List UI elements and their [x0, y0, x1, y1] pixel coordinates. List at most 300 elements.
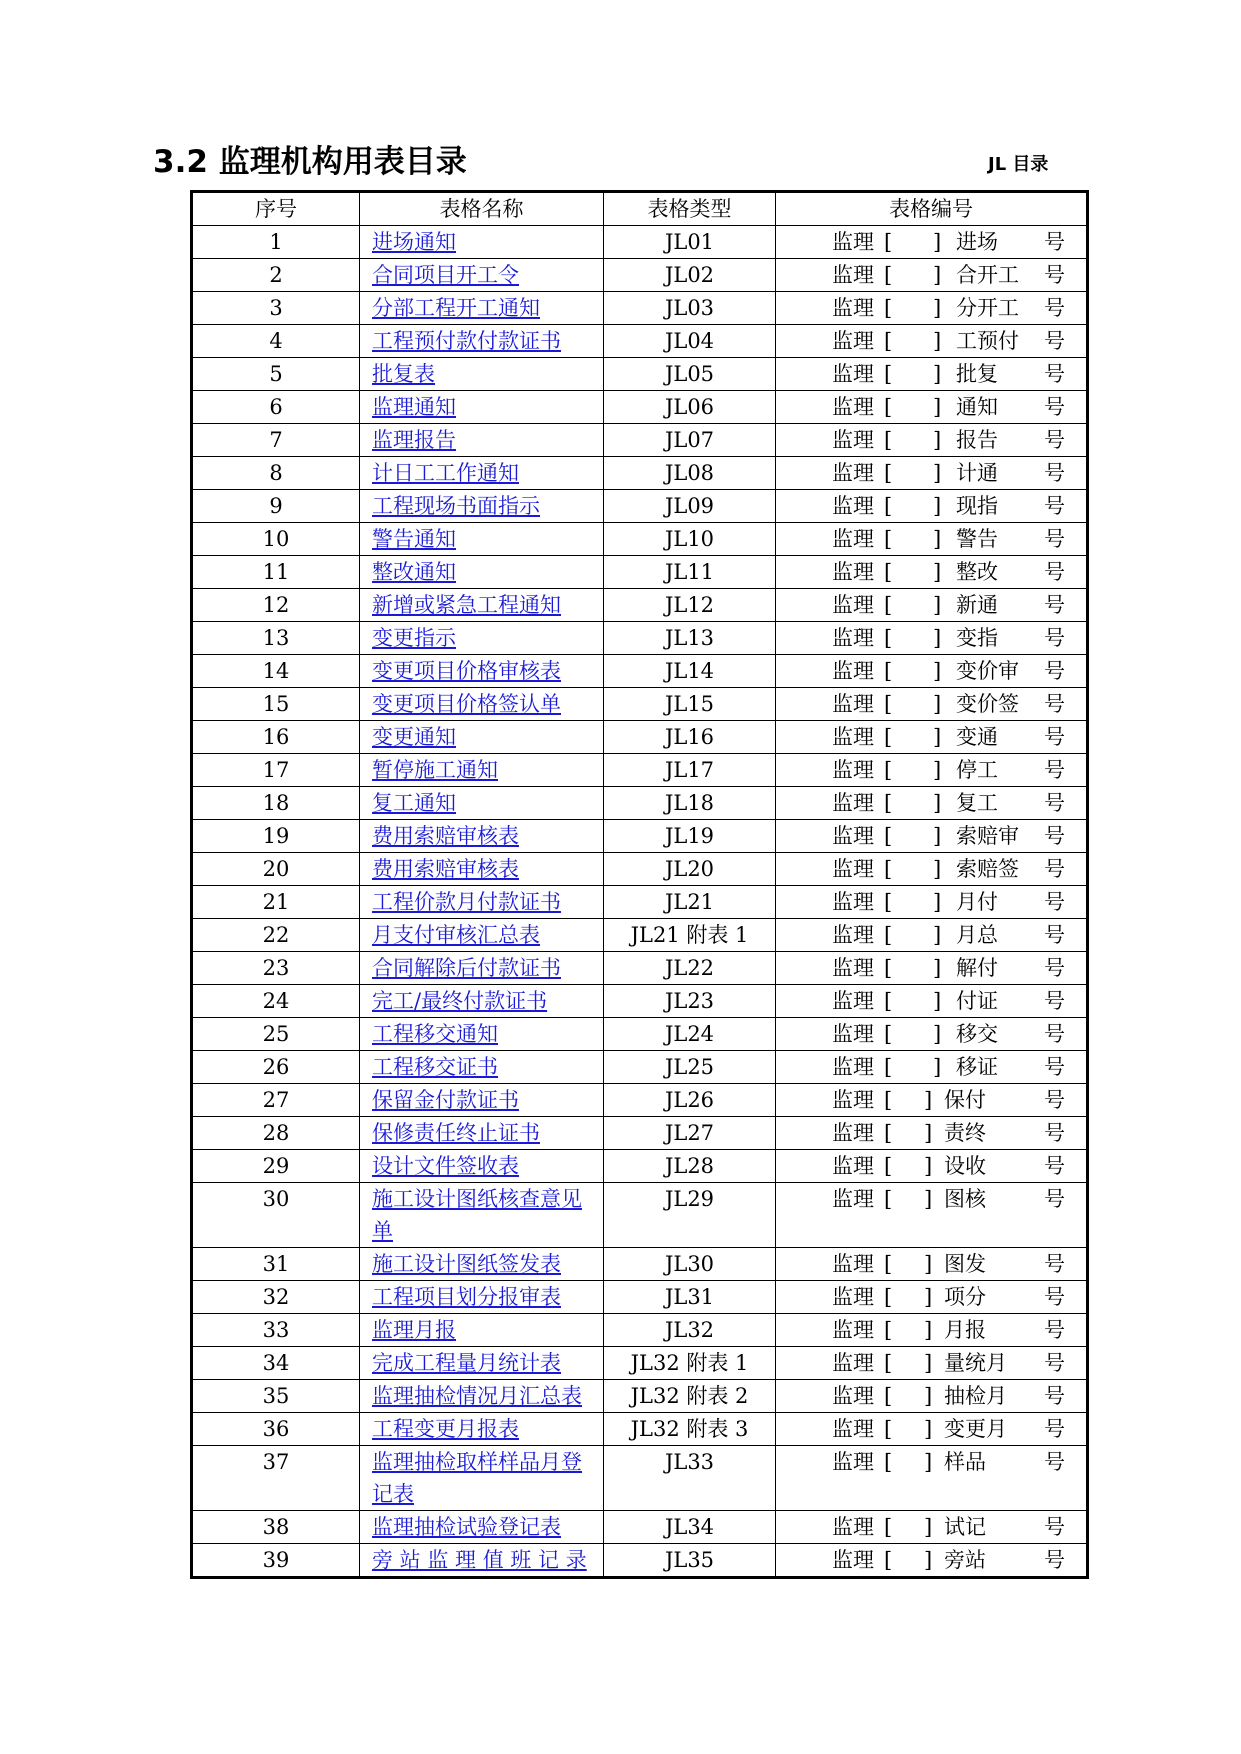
row-form-number	[776, 1281, 1088, 1314]
row-form-type: JL06	[604, 391, 776, 424]
table-row	[192, 1544, 1088, 1578]
table-row	[192, 1117, 1088, 1150]
form-name-link[interactable]: 批复表	[372, 362, 435, 386]
bracket-open: [	[884, 1548, 893, 1572]
row-seq: 6	[192, 391, 360, 424]
bracket-open: [	[884, 824, 893, 848]
number-abbreviation: 索赔签	[956, 857, 1019, 881]
table-row	[192, 358, 1088, 391]
row-seq: 32	[192, 1281, 360, 1314]
table-row	[192, 490, 1088, 523]
column-header-number: 表格编号	[776, 192, 1088, 226]
form-name-link[interactable]: 施工设计图纸核查意见单	[372, 1187, 582, 1243]
bracket-close: ]	[933, 1055, 942, 1079]
bracket-open: [	[884, 923, 893, 947]
table-row	[192, 886, 1088, 919]
number-prefix: 监理	[832, 923, 874, 947]
table-row	[192, 1511, 1088, 1544]
form-name-link[interactable]: 工程预付款付款证书	[372, 329, 561, 353]
row-form-type: JL32 附表 1	[604, 1347, 776, 1380]
row-form-type: JL11	[604, 556, 776, 589]
number-suffix: 号	[1044, 659, 1065, 683]
row-form-name-cell	[360, 1347, 604, 1380]
number-prefix: 监理	[832, 560, 874, 584]
bracket-close: ]	[933, 758, 942, 782]
row-seq: 23	[192, 952, 360, 985]
row-form-type: JL09	[604, 490, 776, 523]
row-form-name-cell	[360, 391, 604, 424]
number-abbreviation: 工预付	[956, 329, 1019, 353]
row-form-name-cell	[360, 457, 604, 490]
row-form-number	[776, 391, 1088, 424]
number-prefix: 监理	[832, 1252, 874, 1276]
number-prefix: 监理	[832, 1548, 874, 1572]
row-seq: 37	[192, 1446, 360, 1511]
row-seq: 19	[192, 820, 360, 853]
number-abbreviation: 停工	[956, 758, 998, 782]
form-name-link[interactable]: 设计文件签收表	[372, 1154, 519, 1178]
bracket-open: [	[884, 692, 893, 716]
row-form-name-cell	[360, 1248, 604, 1281]
bracket-open: [	[884, 527, 893, 551]
number-prefix: 监理	[832, 329, 874, 353]
number-abbreviation: 复工	[956, 791, 998, 815]
number-prefix: 监理	[832, 626, 874, 650]
number-suffix: 号	[1044, 692, 1065, 716]
number-abbreviation: 解付	[956, 956, 998, 980]
row-seq: 2	[192, 259, 360, 292]
row-form-name-cell	[360, 1314, 604, 1347]
bracket-open: [	[884, 725, 893, 749]
number-abbreviation: 变价审	[956, 659, 1019, 683]
row-form-number	[776, 820, 1088, 853]
table-row	[192, 919, 1088, 952]
row-form-name-cell	[360, 820, 604, 853]
row-form-number	[776, 1446, 1088, 1511]
form-name-link[interactable]: 监理通知	[372, 395, 456, 419]
row-seq: 8	[192, 457, 360, 490]
bracket-close: ]	[933, 857, 942, 881]
catalog-code: JL 目录	[988, 154, 1049, 175]
table-row	[192, 820, 1088, 853]
form-name-link[interactable]: 工程移交证书	[372, 1055, 498, 1079]
bracket-open: [	[884, 791, 893, 815]
row-form-number	[776, 853, 1088, 886]
row-form-type: JL24	[604, 1018, 776, 1051]
row-form-number	[776, 787, 1088, 820]
bracket-close: ]	[933, 296, 942, 320]
bracket-close: ]	[933, 626, 942, 650]
number-abbreviation: 报告	[956, 428, 998, 452]
table-row	[192, 1380, 1088, 1413]
row-form-number	[776, 226, 1088, 259]
form-name-link[interactable]: 保修责任终止证书	[372, 1121, 540, 1145]
table-row	[192, 1314, 1088, 1347]
form-name-link[interactable]: 复工通知	[372, 791, 456, 815]
form-name-link[interactable]: 计日工工作通知	[372, 461, 519, 485]
number-prefix: 监理	[832, 956, 874, 980]
form-name-link[interactable]: 暂停施工通知	[372, 758, 498, 782]
form-name-link[interactable]: 完工/最终付款证书	[372, 989, 548, 1013]
table-row	[192, 754, 1088, 787]
bracket-open: [	[884, 1055, 893, 1079]
bracket-open: [	[884, 758, 893, 782]
form-name-link[interactable]: 变更指示	[372, 626, 456, 650]
table-row	[192, 1018, 1088, 1051]
bracket-open: [	[884, 1417, 893, 1441]
bracket-open: [	[884, 1351, 893, 1375]
bracket-open: [	[884, 1154, 893, 1178]
number-suffix: 号	[1044, 230, 1065, 254]
bracket-close: ]	[933, 692, 942, 716]
row-form-name-cell	[360, 985, 604, 1018]
form-name-link[interactable]: 监理抽检情况月汇总表	[372, 1384, 582, 1408]
row-form-type: JL20	[604, 853, 776, 886]
bracket-close: ]	[924, 1515, 933, 1539]
form-name-link[interactable]: 保留金付款证书	[372, 1088, 519, 1112]
row-form-number	[776, 556, 1088, 589]
column-header-type: 表格类型	[604, 192, 776, 226]
number-prefix: 监理	[832, 428, 874, 452]
table-row	[192, 1413, 1088, 1446]
number-prefix: 监理	[832, 1154, 874, 1178]
row-form-type: JL26	[604, 1084, 776, 1117]
row-seq: 16	[192, 721, 360, 754]
bracket-open: [	[884, 1318, 893, 1342]
number-abbreviation: 抽检月	[944, 1384, 1007, 1408]
number-abbreviation: 新通	[956, 593, 998, 617]
bracket-close: ]	[924, 1285, 933, 1309]
number-abbreviation: 保付	[944, 1088, 986, 1112]
row-form-type: JL34	[604, 1511, 776, 1544]
table-row	[192, 226, 1088, 259]
number-abbreviation: 移交	[956, 1022, 998, 1046]
number-abbreviation: 变指	[956, 626, 998, 650]
table-row	[192, 721, 1088, 754]
number-suffix: 号	[1044, 1351, 1065, 1375]
bracket-open: [	[884, 1515, 893, 1539]
row-form-type: JL08	[604, 457, 776, 490]
number-suffix: 号	[1044, 956, 1065, 980]
row-form-type: JL33	[604, 1446, 776, 1511]
row-form-name-cell	[360, 589, 604, 622]
number-abbreviation: 月付	[956, 890, 998, 914]
table-row	[192, 259, 1088, 292]
bracket-close: ]	[924, 1187, 933, 1211]
row-form-name-cell	[360, 1281, 604, 1314]
table-row	[192, 1084, 1088, 1117]
row-form-type: JL14	[604, 655, 776, 688]
row-form-name-cell	[360, 688, 604, 721]
row-form-type: JL04	[604, 325, 776, 358]
row-form-type: JL35	[604, 1544, 776, 1578]
number-prefix: 监理	[832, 824, 874, 848]
row-form-number	[776, 1150, 1088, 1183]
form-name-link[interactable]: 工程价款月付款证书	[372, 890, 561, 914]
number-prefix: 监理	[832, 1351, 874, 1375]
row-form-number	[776, 919, 1088, 952]
row-form-type: JL07	[604, 424, 776, 457]
form-name-link[interactable]: 进场通知	[372, 230, 456, 254]
bracket-close: ]	[933, 362, 942, 386]
form-name-link[interactable]: 合同解除后付款证书	[372, 956, 561, 980]
table-row	[192, 985, 1088, 1018]
bracket-open: [	[884, 626, 893, 650]
bracket-open: [	[884, 1285, 893, 1309]
row-form-type: JL27	[604, 1117, 776, 1150]
number-abbreviation: 通知	[956, 395, 998, 419]
form-name-link[interactable]: 整改通知	[372, 560, 456, 584]
bracket-close: ]	[924, 1088, 933, 1112]
bracket-open: [	[884, 1450, 893, 1474]
form-name-link[interactable]: 工程变更月报表	[372, 1417, 519, 1441]
table-row	[192, 1183, 1088, 1248]
form-name-link[interactable]: 工程项目划分报审表	[372, 1285, 561, 1309]
table-row	[192, 325, 1088, 358]
row-form-type: JL29	[604, 1183, 776, 1248]
form-name-link[interactable]: 施工设计图纸签发表	[372, 1252, 561, 1276]
form-name-link[interactable]: 合同项目开工令	[372, 263, 519, 287]
row-form-name-cell	[360, 952, 604, 985]
row-form-number	[776, 523, 1088, 556]
number-abbreviation: 变更月	[944, 1417, 1007, 1441]
table-row	[192, 1446, 1088, 1511]
row-form-type: JL32 附表 2	[604, 1380, 776, 1413]
number-abbreviation: 索赔审	[956, 824, 1019, 848]
number-suffix: 号	[1044, 494, 1065, 518]
row-form-number	[776, 886, 1088, 919]
form-name-link[interactable]: 变更项目价格签认单	[372, 692, 561, 716]
bracket-open: [	[884, 1384, 893, 1408]
row-form-name-cell	[360, 787, 604, 820]
bracket-open: [	[884, 1088, 893, 1112]
number-abbreviation: 分开工	[956, 296, 1019, 320]
bracket-close: ]	[933, 956, 942, 980]
number-suffix: 号	[1044, 758, 1065, 782]
number-prefix: 监理	[832, 791, 874, 815]
form-name-link[interactable]: 旁 站 监 理 值 班 记 录	[372, 1548, 587, 1572]
row-form-number	[776, 1183, 1088, 1248]
row-form-number	[776, 754, 1088, 787]
row-form-type: JL19	[604, 820, 776, 853]
row-seq: 4	[192, 325, 360, 358]
row-seq: 14	[192, 655, 360, 688]
form-name-link[interactable]: 新增或紧急工程通知	[372, 593, 561, 617]
number-suffix: 号	[1044, 1384, 1065, 1408]
row-form-type: JL15	[604, 688, 776, 721]
row-seq: 22	[192, 919, 360, 952]
row-form-name-cell	[360, 1446, 604, 1511]
form-name-link[interactable]: 变更项目价格审核表	[372, 659, 561, 683]
form-name-link[interactable]: 分部工程开工通知	[372, 296, 540, 320]
number-prefix: 监理	[832, 659, 874, 683]
row-form-number	[776, 1380, 1088, 1413]
row-seq: 20	[192, 853, 360, 886]
row-form-name-cell	[360, 721, 604, 754]
table-row	[192, 589, 1088, 622]
row-form-name-cell	[360, 1511, 604, 1544]
number-suffix: 号	[1044, 1121, 1065, 1145]
row-form-type: JL32 附表 3	[604, 1413, 776, 1446]
form-name-link[interactable]: 变更通知	[372, 725, 456, 749]
form-name-link[interactable]: 监理抽检取样样品月登记表	[372, 1450, 582, 1506]
table-row	[192, 853, 1088, 886]
number-suffix: 号	[1044, 725, 1065, 749]
number-abbreviation: 批复	[956, 362, 998, 386]
row-form-name-cell	[360, 754, 604, 787]
number-prefix: 监理	[832, 1417, 874, 1441]
bracket-open: [	[884, 659, 893, 683]
row-form-type: JL03	[604, 292, 776, 325]
row-form-name-cell	[360, 1117, 604, 1150]
column-header-name: 表格名称	[360, 192, 604, 226]
number-abbreviation: 月总	[956, 923, 998, 947]
number-prefix: 监理	[832, 461, 874, 485]
bracket-close: ]	[924, 1548, 933, 1572]
row-form-number	[776, 1413, 1088, 1446]
number-suffix: 号	[1044, 461, 1065, 485]
number-suffix: 号	[1044, 527, 1065, 551]
number-prefix: 监理	[832, 692, 874, 716]
number-suffix: 号	[1044, 296, 1065, 320]
form-name-link[interactable]: 费用索赔审核表	[372, 857, 519, 881]
bracket-open: [	[884, 395, 893, 419]
number-suffix: 号	[1044, 1417, 1065, 1441]
table-row	[192, 292, 1088, 325]
row-form-name-cell	[360, 358, 604, 391]
number-abbreviation: 付证	[956, 989, 998, 1013]
row-seq: 5	[192, 358, 360, 391]
table-row	[192, 1051, 1088, 1084]
column-header-seq: 序号	[192, 192, 360, 226]
number-suffix: 号	[1044, 857, 1065, 881]
number-suffix: 号	[1044, 1088, 1065, 1112]
number-suffix: 号	[1044, 1055, 1065, 1079]
number-prefix: 监理	[832, 1121, 874, 1145]
row-seq: 7	[192, 424, 360, 457]
row-form-type: JL31	[604, 1281, 776, 1314]
number-prefix: 监理	[832, 263, 874, 287]
row-form-type: JL18	[604, 787, 776, 820]
row-form-name-cell	[360, 523, 604, 556]
row-form-name-cell	[360, 886, 604, 919]
number-suffix: 号	[1044, 989, 1065, 1013]
number-suffix: 号	[1044, 1318, 1065, 1342]
form-name-link[interactable]: 监理报告	[372, 428, 456, 452]
row-seq: 11	[192, 556, 360, 589]
form-name-link[interactable]: 工程现场书面指示	[372, 494, 540, 518]
row-form-number	[776, 952, 1088, 985]
row-form-type: JL10	[604, 523, 776, 556]
number-abbreviation: 试记	[944, 1515, 986, 1539]
number-suffix: 号	[1044, 1450, 1065, 1474]
number-suffix: 号	[1044, 560, 1065, 584]
row-form-type: JL30	[604, 1248, 776, 1281]
row-form-number	[776, 721, 1088, 754]
bracket-close: ]	[924, 1318, 933, 1342]
bracket-close: ]	[924, 1384, 933, 1408]
bracket-open: [	[884, 296, 893, 320]
form-name-link[interactable]: 费用索赔审核表	[372, 824, 519, 848]
row-form-name-cell	[360, 1084, 604, 1117]
number-suffix: 号	[1044, 1548, 1065, 1572]
form-name-link[interactable]: 完成工程量月统计表	[372, 1351, 561, 1375]
bracket-open: [	[884, 1022, 893, 1046]
number-prefix: 监理	[832, 593, 874, 617]
number-abbreviation: 进场	[956, 230, 998, 254]
number-suffix: 号	[1044, 626, 1065, 650]
row-form-name-cell	[360, 1150, 604, 1183]
number-prefix: 监理	[832, 857, 874, 881]
number-suffix: 号	[1044, 1187, 1065, 1211]
number-prefix: 监理	[832, 494, 874, 518]
row-seq: 25	[192, 1018, 360, 1051]
table-row	[192, 787, 1088, 820]
number-prefix: 监理	[832, 725, 874, 749]
row-form-type: JL25	[604, 1051, 776, 1084]
bracket-open: [	[884, 1187, 893, 1211]
number-suffix: 号	[1044, 1022, 1065, 1046]
number-prefix: 监理	[832, 1055, 874, 1079]
number-suffix: 号	[1044, 923, 1065, 947]
row-form-name-cell	[360, 919, 604, 952]
row-seq: 34	[192, 1347, 360, 1380]
bracket-close: ]	[924, 1252, 933, 1276]
bracket-open: [	[884, 593, 893, 617]
form-catalog-table	[190, 190, 1089, 1579]
form-name-link[interactable]: 监理月报	[372, 1318, 456, 1342]
row-form-number	[776, 1248, 1088, 1281]
bracket-close: ]	[924, 1154, 933, 1178]
number-prefix: 监理	[832, 296, 874, 320]
row-form-name-cell	[360, 1051, 604, 1084]
bracket-close: ]	[933, 395, 942, 419]
bracket-close: ]	[933, 593, 942, 617]
row-form-name-cell	[360, 556, 604, 589]
row-form-number	[776, 655, 1088, 688]
bracket-close: ]	[924, 1121, 933, 1145]
number-abbreviation: 现指	[956, 494, 998, 518]
table-row	[192, 424, 1088, 457]
row-form-type: JL21	[604, 886, 776, 919]
row-form-name-cell	[360, 1380, 604, 1413]
number-abbreviation: 合开工	[956, 263, 1019, 287]
bracket-open: [	[884, 428, 893, 452]
row-form-type: JL32	[604, 1314, 776, 1347]
row-form-type: JL28	[604, 1150, 776, 1183]
row-form-name-cell	[360, 325, 604, 358]
table-row	[192, 391, 1088, 424]
bracket-close: ]	[933, 461, 942, 485]
bracket-open: [	[884, 461, 893, 485]
form-name-link[interactable]: 月支付审核汇总表	[372, 923, 540, 947]
bracket-close: ]	[933, 989, 942, 1013]
form-name-link[interactable]: 工程移交通知	[372, 1022, 498, 1046]
form-name-link[interactable]: 警告通知	[372, 527, 456, 551]
row-form-type: JL22	[604, 952, 776, 985]
bracket-open: [	[884, 989, 893, 1013]
row-form-name-cell	[360, 424, 604, 457]
row-form-type: JL23	[604, 985, 776, 1018]
number-abbreviation: 责终	[944, 1121, 986, 1145]
table-row	[192, 655, 1088, 688]
table-row	[192, 457, 1088, 490]
bracket-open: [	[884, 890, 893, 914]
row-form-number	[776, 589, 1088, 622]
form-name-link[interactable]: 监理抽检试验登记表	[372, 1515, 561, 1539]
row-form-number	[776, 1544, 1088, 1578]
row-form-name-cell	[360, 1018, 604, 1051]
